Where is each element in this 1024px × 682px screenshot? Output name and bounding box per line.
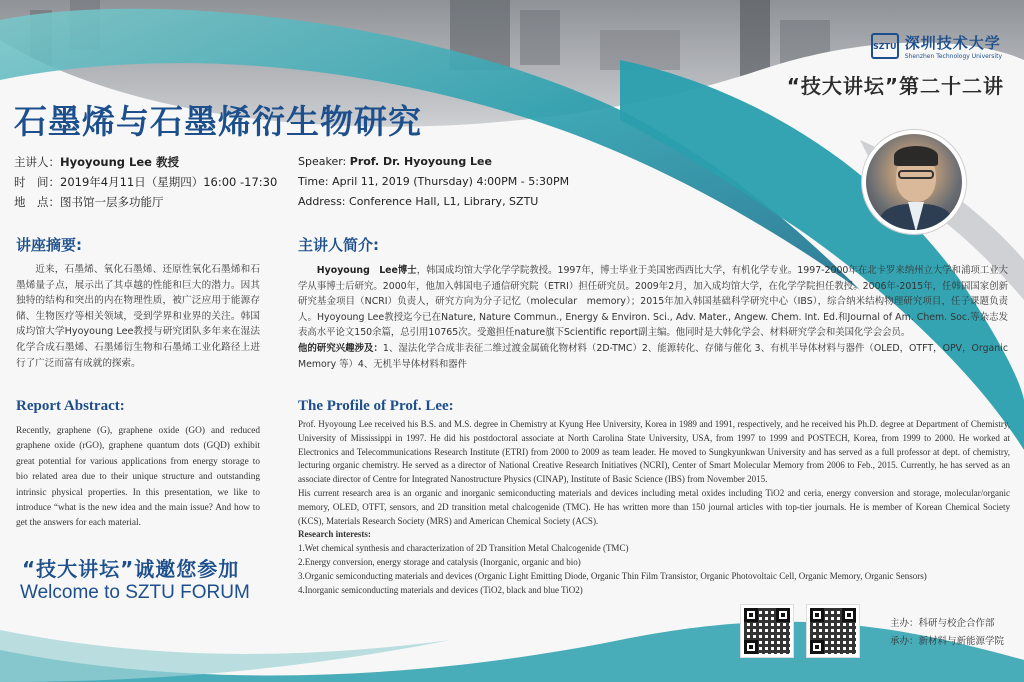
research-interest-item: 3.Organic semiconducting materials and devices (Organic Light Emitting Diode, Organic Thin Film Transistor, Organic Photovoltaic Cell, Organic Memory, Organic Sensors)	[298, 570, 927, 581]
qr-code-icon	[806, 604, 860, 658]
speaker-portrait	[862, 130, 966, 234]
research-interest-item: 2.Energy conversion, energy storage and catalysis (Inorganic, organic and bio)	[298, 556, 581, 567]
host-line: 主办：科研与校企合作部	[890, 618, 995, 629]
lecture-info-english	[298, 152, 569, 212]
organizer-line: 承办：新材料与新能源学院	[890, 636, 1005, 647]
research-interest-item: 1.Wet chemical synthesis and characterization of 2D Transition Metal Chalcogenide (TMC)	[298, 543, 629, 554]
forum-series-title: “技大讲坛”第二十二讲	[786, 74, 1004, 98]
university-logo	[871, 32, 1002, 60]
lecture-title: 石墨烯与石墨烯衍生物研究	[14, 102, 422, 141]
profile-heading-cn: 主讲人简介:	[298, 236, 379, 254]
abstract-heading-cn: 讲座摘要:	[16, 236, 82, 254]
logo-chinese-name: 深圳技术大学	[904, 34, 1001, 52]
university-emblem-icon: SZTU	[871, 33, 899, 59]
qr-code-icon	[740, 604, 794, 658]
research-interest-item: 4.Inorganic semiconducting materials and devices (TiO2, black and blue TiO2)	[298, 584, 583, 595]
speaker-line-cn: 主讲人：Hyoyoung Lee 教授	[14, 155, 179, 169]
welcome-invitation-en: Welcome to SZTU FORUM	[20, 582, 250, 603]
abstract-heading-en: Report Abstract:	[16, 398, 125, 414]
place-line-cn: 地 点：图书馆一层多功能厅	[14, 195, 164, 209]
profile-body-en: Prof. Hyoyoung Lee received his B.S. and M.S. degree in Chemistry at Kyung Hee University, Korea in 1989 and 1991, respectively, and he received his Ph.D. degree at Department of Chemistry, University of Mississippi in 1997. He did his postdoctoral associate at North Carolina State University, USA, from 1997 to 1999 and POSTECH, Korea, from 1999 to 2000. He worked at Electronics and Telecommunications Research Institute (ETRI) from 2000 to 2009 as team leader. He moved to Sungkyunkwan University and has served as a full professor at dept. of chemistry, lecturing organic chemistry. He served as a director of National Creative Research Initiatives (NCRI), Center of Smart Molecular Memory from 2006 to Feb., 2015. Currently, he has served as an associate director of Centre for Integrated Nanostructure Physics (CINAP), Institute of Basic Science (IBS) from November 2015. His current research area is an organic and inorganic semiconducting materials and devices including metal oxides including TiO2 and ceria, energy conversion and storage, molecular/organic memory, OLED, OTFT, sensors, and 2D transition metal chalcogenide (TMC). He has written more than 150 journal articles with top-tier journals. He is member of Korean Chemical Society (KCS), Materials Research Society (MRS) and American Chemical Society (ACS). Research interests: 1.Wet chemical synthesis and characterization of 2D Transition Metal Chalcogenide (TMC) 2.Energy conversion, energy storage and catalysis (Inorganic, organic and bio) 3.Organic semiconducting materials and devices (Organic Light Emitting Diode, Organic Thin Film Transistor, Organic Photovoltaic Cell, Organic Memory, Organic Sensors) 4.Inorganic semiconducting materials and devices (TiO2, black and blue TiO2)	[298, 418, 1010, 597]
sponsor-info	[890, 615, 1004, 651]
time-line-en: Time: April 11, 2019 (Thursday) 4:00PM - 5:30PM	[298, 175, 570, 188]
lecture-info-chinese	[14, 152, 277, 212]
logo-english-name: Shenzhen Technology University	[904, 53, 1002, 60]
abstract-body-cn: 近来，石墨烯、氧化石墨烯、还原性氧化石墨烯和石墨烯量子点，展示出了其卓越的性能和巨大的潜力。因其独特的结构和突出的内在物理性质，被广泛应用于能源存储、生物医疗等相关领域，受到学界和业界的关注。韩国成均馆大学Hyoyoung Lee教授与研究团队多年来在湿法化学合成石墨烯、石墨烯衍生物和石墨烯工业化路径上进行了广泛而富有成就的探索。	[16, 264, 260, 369]
abstract-body-en: Recently, graphene (G), graphene oxide (GO) and reduced graphene oxide (rGO), graphene quantum dots (GQD) exhibit great potential for various applications from energy storage to bio related area due to their unique structure and outstanding intrinsic physical properties. In this presentation, we like to introduce “what is the new idea and the main issue? And how to get the answers for each material.	[16, 426, 260, 529]
welcome-invitation-cn: “技大讲坛”诚邀您参加	[22, 557, 240, 581]
address-line-en: Address: Conference Hall, L1, Library, SZTU	[298, 195, 539, 208]
profile-body-cn: Hyoyoung Lee博士，韩国成均馆大学化学学院教授。1997年，博士毕业于美国密西西比大学，有机化学专业。1997-2000年在北卡罗来纳州立大学和浦项工业大学从事博士后研究。2000年，他加入韩国电子通信研究院（ETRI）担任研究员。2009年2月，加入成均馆大学，在化学学院担任教授。2006年-2015年，任韩国国家创新研究基金项目（NCRI）负责人，研究方向为分子记忆（molecular memory）；2015年加入韩国基础科学研究中心（IBS），综合纳米结构物理研究项目，任子课题负责人。Hyoyoung Lee教授迄今已在Nature, Nature Commun., Energy & Environ. Sci., Adv. Mater., Angew. Chem. Int. Ed.和Journal of Am. Chem. Soc.等杂志发表高水平论文150余篇，总引用10765次。受邀担任nature旗下Scientific report副主编。他同时是大韩化学会、材料研究学会和美国化学会会员。 他的研究兴趣涉及：1、湿法化学合成非表征二维过渡金属硫化物材料（2D-TMC）2、能源转化、存储与催化 3、有机半导体材料与器件（OLED，OTFT，OPV，Organic Memory 等）4、无机半导体材料和器件	[298, 265, 1008, 370]
speaker-line-en: Speaker: Prof. Dr. Hyoyoung Lee	[298, 155, 492, 168]
time-line-cn: 时 间：2019年4月11日（星期四）16:00 -17:30	[14, 175, 278, 189]
profile-heading-en: The Profile of Prof. Lee:	[298, 398, 454, 414]
